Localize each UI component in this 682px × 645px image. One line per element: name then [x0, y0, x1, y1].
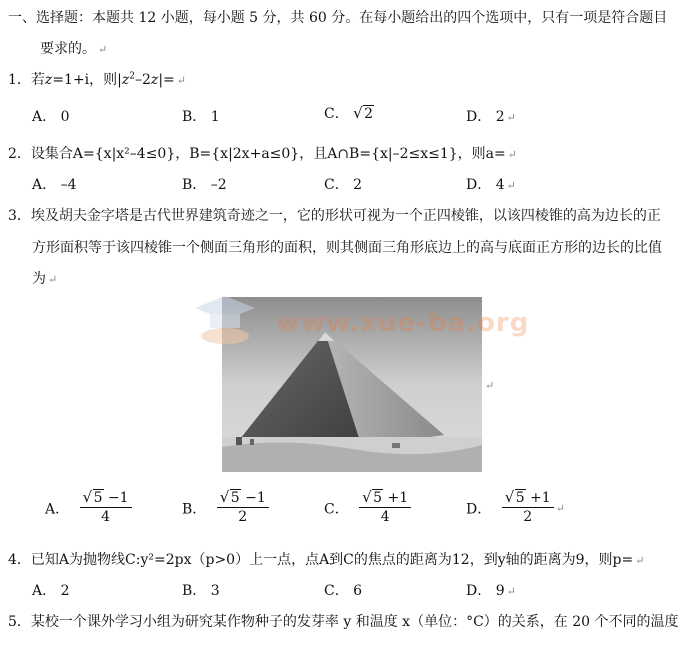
question-3-line3: 为 ↵: [32, 271, 58, 287]
q1-option-b: B． 1: [182, 109, 220, 125]
q2-option-b: B． –2: [182, 177, 227, 193]
q2-option-a: A． –4: [32, 177, 77, 193]
q3-option-a: A． √ 5 −1 4: [45, 491, 132, 526]
section-heading-line2: 要求的。 ↵: [40, 41, 108, 57]
q2-option-d: D． 4 ↵: [466, 177, 516, 193]
figure-return-mark: ↵: [485, 379, 495, 392]
question-3-line1: 3．埃及胡夫金字塔是古代世界建筑奇迹之一，它的形状可视为一个正四棱锥，以该四棱锥的高为边长的正: [8, 208, 661, 224]
q2-option-c: C． 2: [324, 177, 363, 193]
question-4-stem: 4．已知A为抛物线C:y²=2px（p>0）上一点，点A到C的焦点的距离为12，到y轴的距离为9，则p= ↵: [8, 552, 645, 568]
question-3-line2: 方形面积等于该四棱锥一个侧面三角形的面积，则其侧面三角形底边上的高与底面正方形的边长的比值: [32, 240, 662, 256]
section-heading-line1: 一、选择题：本题共 12 小题，每小题 5 分，共 60 分。在每小题给出的四个选项中，只有一项是符合题目: [8, 10, 668, 26]
q3-option-c: C． √ 5 +1 4: [324, 491, 411, 526]
question-1-stem: 1．若z=1+i，则$|z^2-2z|=$ ↵: [8, 71, 186, 88]
q3-option-d: D． √ 5 +1 2 ↵: [466, 488, 565, 526]
q1-option-c: C． √ 2: [324, 104, 374, 122]
watermark-text: www.xue-ba.org: [276, 308, 530, 338]
q4-option-d: D． 9 ↵: [466, 583, 516, 599]
q1-option-d: D． 2 ↵: [466, 109, 516, 125]
question-2-stem: 2．设集合A={x|x²–4≤0}，B={x|2x+a≤0}，且A∩B={x|–2≤x≤1}，则a= ↵: [8, 146, 517, 162]
q3-option-b: B． √ 5 −1 2: [182, 491, 269, 526]
watermark-logo: [190, 292, 260, 350]
q1-option-a: A． 0: [32, 109, 70, 125]
sqrt-symbol: √ 2: [353, 104, 374, 122]
q4-option-b: B． 3: [182, 583, 220, 599]
question-5-stem: 5．某校一个课外学习小组为研究某作物种子的发芽率 y 和温度 x（单位：°C）的关系，在 20 个不同的温度: [8, 614, 679, 630]
q4-option-a: A． 2: [32, 583, 70, 599]
q4-option-c: C． 6: [324, 583, 363, 599]
